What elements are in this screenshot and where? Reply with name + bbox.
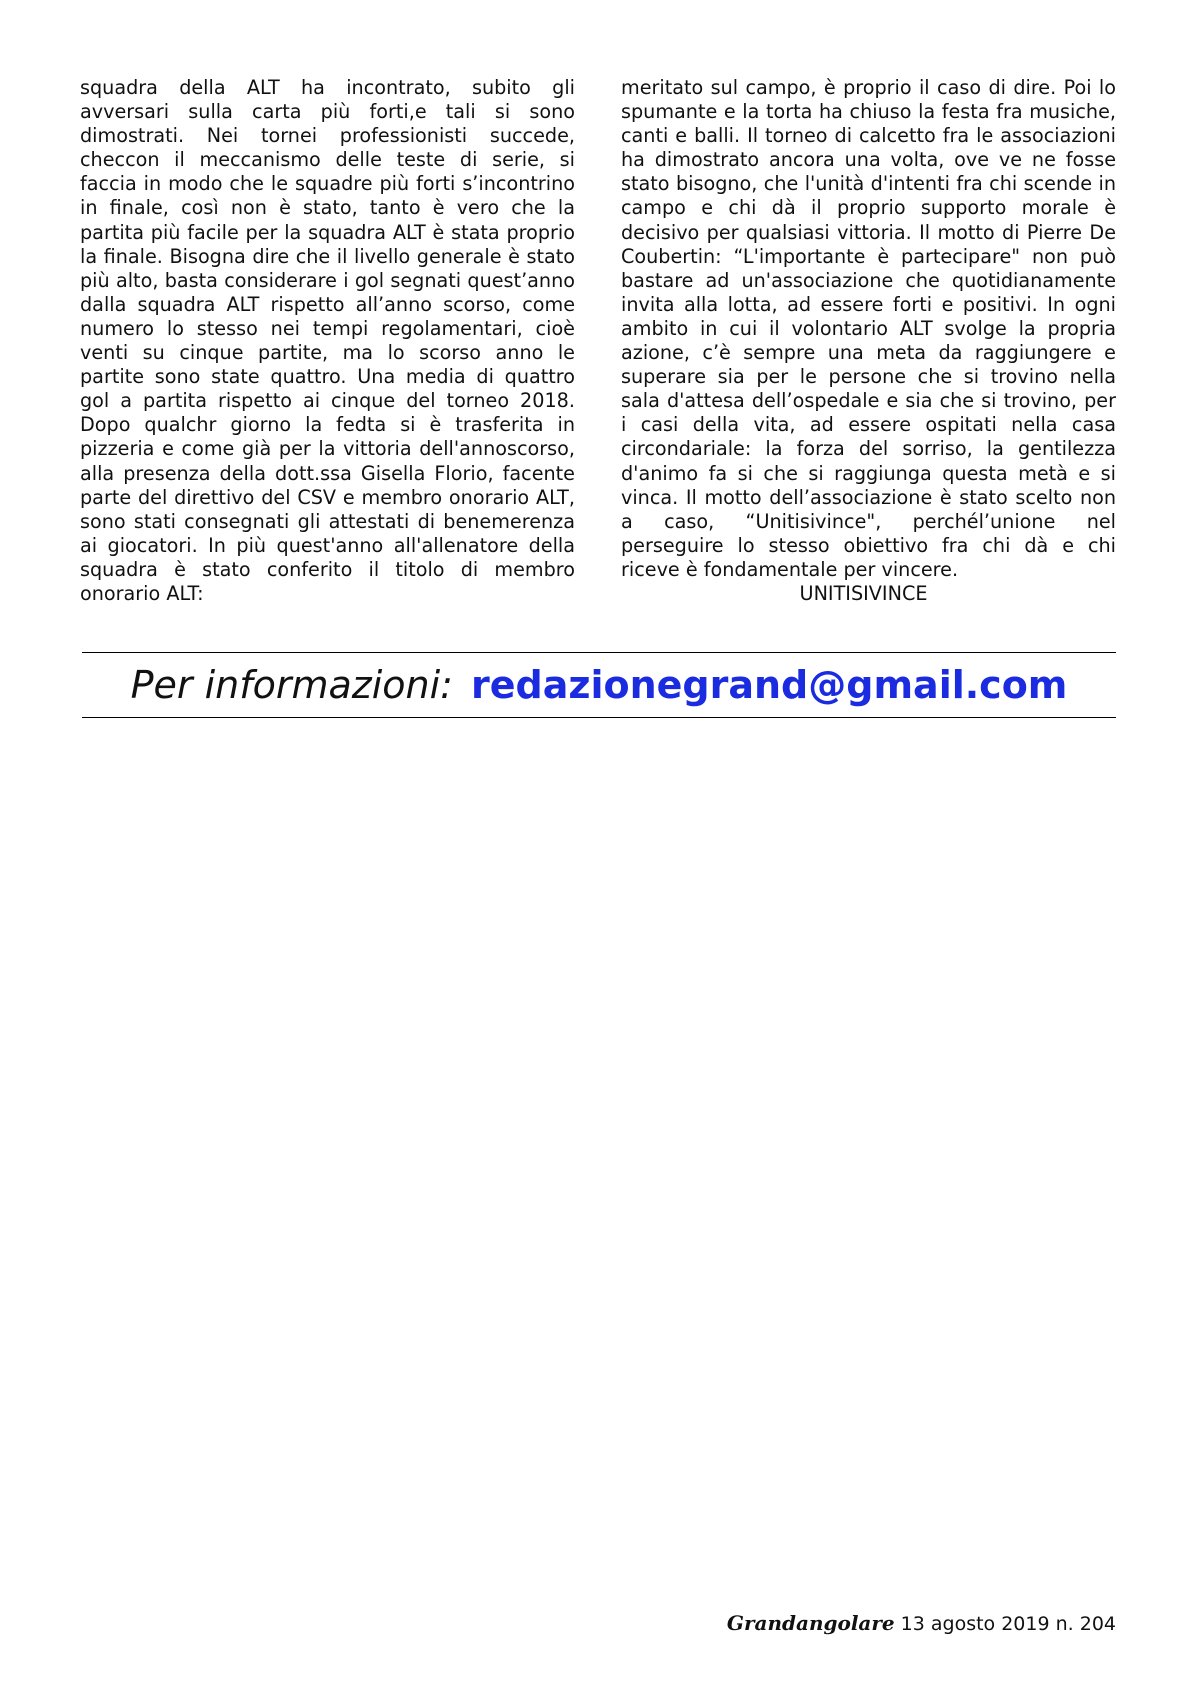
issue-info: 13 agosto 2019 n. 204 [900, 1613, 1116, 1635]
article-right-column [621, 76, 1116, 606]
page-footer [727, 1611, 1116, 1635]
left-column-text: squadra della ALT ha incontrato, subito gli avversari sulla carta più forti,e tali si sono dimostrati. Nei tornei professionisti succede, checcon il meccanismo delle teste di serie, si faccia in modo che le squadre più forti s’incontrino in finale, così non è stato, tanto è vero che la partita più facile per la squadra ALT è stata proprio la finale. Bisogna dire che il livello generale è stato più alto, basta considerare i gol segnati quest’anno dalla squadra ALT rispetto all’anno scorso, come numero lo stesso nei tempi regolamentari, cioè venti su cinque partite, ma lo scorso anno le partite sono state quattro. Una media di quattro gol a partita rispetto ai cinque del torneo 2018. Dopo qualchr giorno la fedta si è trasferita in pizzeria e come già per la vittoria dell'annoscorso, alla presenza della dott.ssa Gisella Florio, facente parte del direttivo del CSV e membro onorario ALT, sono stati consegnati gli attestati di benemerenza ai giocatori. In più quest'anno all'allenatore della squadra è stato conferito il titolo di membro onorario ALT: [80, 76, 575, 605]
contact-email-link[interactable]: redazionegrand@gmail.com [470, 663, 1068, 707]
magazine-name: Grandangolare [726, 1611, 895, 1635]
article-left-column [80, 76, 575, 606]
info-banner [82, 652, 1116, 718]
article-signature: UNITISIVINCE [799, 581, 928, 605]
right-column-text: meritato sul campo, è proprio il caso di dire. Poi lo spumante e la torta ha chiuso la festa fra musiche, canti e balli. Il torneo di calcetto fra le associazioni ha dimostrato ancora una volta, ove ve ne fosse stato bisogno, che l'unità d'intenti fra chi scende in campo e chi dà il proprio supporto morale è decisivo per qualsiasi vittoria. Il motto di Pierre De Coubertin: “L'importante è partecipare" non può bastare ad un'associazione che quotidianamente invita alla lotta, ad essere forti e positivi. In ogni ambito in cui il volontario ALT svolge la propria azione, c’è sempre una meta da raggiungere e superare sia per le persone che si trovino nella sala d'attesa dell’ospedale e sia che si trovino, per i casi della vita, ad essere ospitati nella casa circondariale: la forza del sorriso, la gentilezza d'animo fa si che si raggiunga questa metà e si vinca. Il motto dell’associazione è stato scelto non a caso, “Unitisivince", perchél’unione nel perseguire lo stesso obiettivo fra chi dà e chi riceve è fondamentale per vincere. [621, 76, 1116, 581]
info-label: Per informazioni: [130, 663, 453, 707]
article-columns [80, 76, 1116, 606]
